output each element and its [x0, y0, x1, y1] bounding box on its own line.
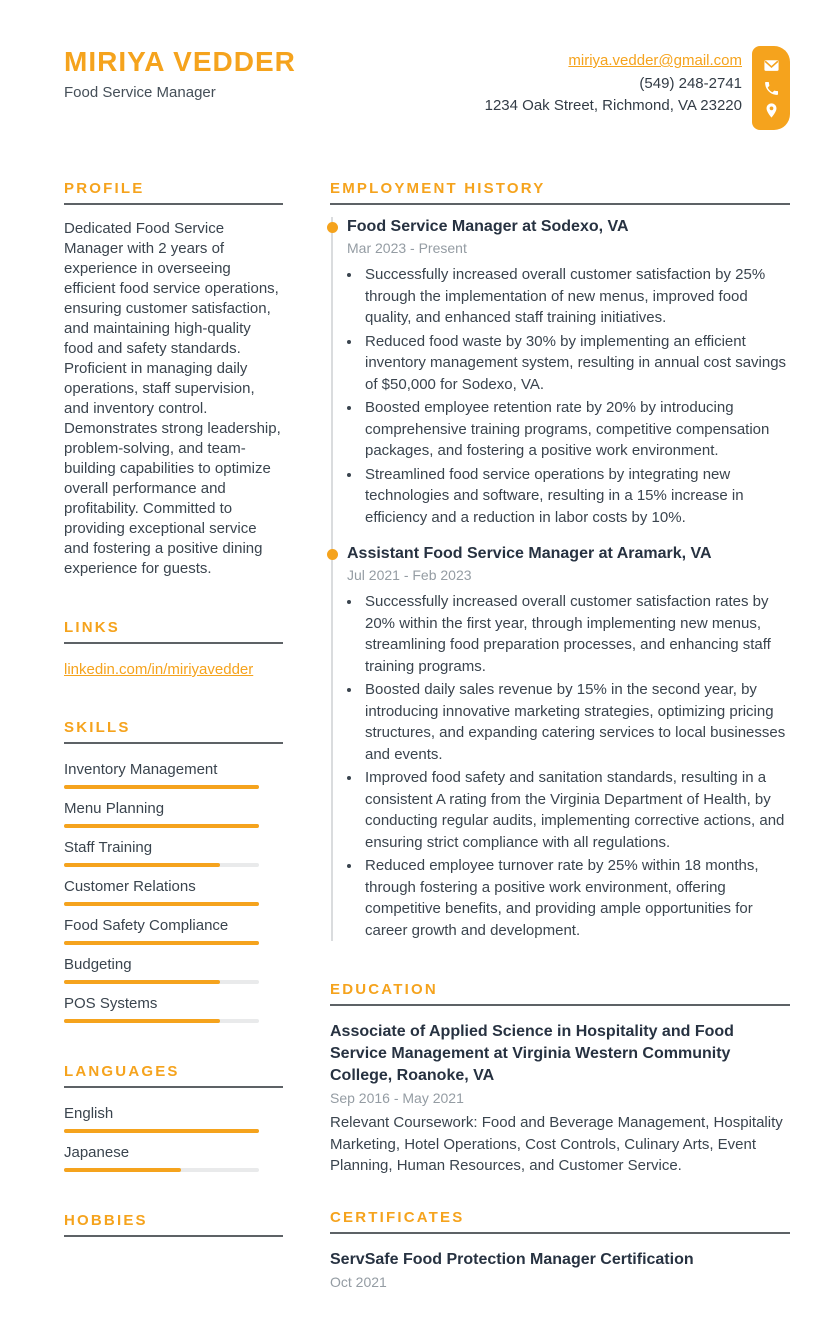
- job-bullet: • Improved food safety and sanitation standards, resulting in a consistent A rating from the Virginia Department of Health, by conducting regular audits, implementing corrective actions, and ensuring strict compliance with all regulations.: [362, 767, 790, 853]
- skill-level-track: [64, 980, 259, 984]
- skill-label: Staff Training: [64, 839, 153, 856]
- skill-level-fill: [64, 1019, 220, 1023]
- profile-section: [64, 180, 283, 579]
- timeline-dot: [327, 222, 338, 233]
- person-name: MIRIYA VEDDER: [64, 46, 296, 77]
- skill-level-track: [64, 824, 259, 828]
- address: 1234 Oak Street, Richmond, VA 23220: [484, 97, 742, 114]
- certificate-dates: Oct 2021: [330, 1273, 387, 1290]
- sidebar: [64, 180, 283, 1322]
- main-column: [330, 180, 790, 1322]
- languages-list: [64, 1104, 283, 1172]
- contact-block: [485, 46, 790, 130]
- skill-level-fill: [64, 980, 220, 984]
- employment-heading: EMPLOYMENT HISTORY: [330, 180, 790, 205]
- skill-level-track: [64, 863, 259, 867]
- skills-section: [64, 719, 283, 1023]
- skill-level-fill: [64, 824, 259, 828]
- job-title: Assistant Food Service Manager at Aramark, VA: [347, 545, 712, 562]
- certificate-title: ServSafe Food Protection Manager Certification: [330, 1250, 694, 1268]
- job-bullet-list: [362, 591, 790, 941]
- job-entry: [347, 217, 790, 528]
- content-columns: [64, 180, 790, 1322]
- phone-number: (549) 248-2741: [639, 74, 742, 92]
- contact-icon-bar: [752, 46, 790, 130]
- skill-label: Menu Planning: [64, 800, 165, 817]
- links-heading: LINKS: [64, 619, 283, 644]
- job-entry: [347, 544, 790, 941]
- language-item: [64, 1104, 283, 1133]
- skill-label: Budgeting: [64, 956, 132, 973]
- languages-heading: LANGUAGES: [64, 1063, 283, 1088]
- skill-level-track: [64, 941, 259, 945]
- person-job-title: Food Service Manager: [64, 84, 216, 102]
- skill-level-fill: [64, 785, 259, 789]
- employment-section: [330, 180, 790, 941]
- skill-level-track: [64, 1019, 259, 1023]
- education-section: [330, 981, 790, 1177]
- hobbies-section: [64, 1212, 283, 1237]
- skill-label: Customer Relations: [64, 878, 196, 895]
- skill-item: [64, 877, 283, 906]
- header: [64, 46, 790, 130]
- skill-label: POS Systems: [64, 995, 158, 1012]
- skill-level-track: [64, 785, 259, 789]
- job-bullet: • Boosted employee retention rate by 20% by introducing comprehensive training programs, competitive compensation packages, and fostering a positive work environment.: [362, 397, 790, 462]
- skill-item: [64, 955, 283, 984]
- phone-icon: [763, 80, 780, 97]
- skill-level-fill: [64, 902, 259, 906]
- education-degree: Associate of Applied Science in Hospitality and Food Service Management at Virginia Western Community College, Roanoke, VA: [330, 1023, 734, 1084]
- certificates-heading: CERTIFICATES: [330, 1209, 790, 1234]
- job-bullet: • Successfully increased overall customer satisfaction by 25% through the implementation of new menus, improved food quality, and enhanced staff training initiatives.: [362, 264, 790, 329]
- employment-timeline: [331, 217, 790, 941]
- language-level-track: [64, 1168, 259, 1172]
- skill-label: Food Safety Compliance: [64, 917, 229, 934]
- job-dates: Jul 2021 - Feb 2023: [347, 567, 472, 583]
- identity-block: [64, 46, 296, 101]
- language-level-track: [64, 1129, 259, 1133]
- skill-level-track: [64, 902, 259, 906]
- skill-level-fill: [64, 863, 220, 867]
- job-dates: Mar 2023 - Present: [347, 240, 467, 256]
- language-label: English: [64, 1105, 114, 1122]
- education-dates: Sep 2016 - May 2021: [330, 1090, 464, 1106]
- job-title: Food Service Manager at Sodexo, VA: [347, 218, 629, 235]
- language-level-fill: [64, 1168, 181, 1172]
- skill-item: [64, 994, 283, 1023]
- profile-heading: PROFILE: [64, 180, 283, 205]
- job-bullet: • Reduced employee turnover rate by 25% within 18 months, through fostering a positive work environment, offering competitive benefits, and providing ample opportunities for career growth and development.: [362, 855, 790, 941]
- language-item: [64, 1143, 283, 1172]
- language-label: Japanese: [64, 1144, 130, 1161]
- job-bullet: • Streamlined food service operations by integrating new technologies and software, resulting in a 15% increase in efficiency and a reduction in labor costs by 10%.: [362, 464, 790, 529]
- timeline-dot: [327, 549, 338, 560]
- job-bullet-list: [362, 264, 790, 528]
- certificates-section: [330, 1209, 790, 1290]
- mail-icon: [763, 57, 780, 74]
- profile-text: Dedicated Food Service Manager with 2 years of experience in overseeing efficient food service operations, ensuring customer satisfaction, and maintaining high-quality food and safety standards. Proficient in managing daily operations, staff supervision, and inventory control. Demonstrates strong leadership, problem-solving, and team-building capabilities to optimize overall performance and profitability. Committed to providing exceptional service and fostering a positive dining experience for guests.: [64, 220, 281, 577]
- contact-lines: [485, 46, 742, 118]
- skill-level-fill: [64, 941, 259, 945]
- languages-section: [64, 1063, 283, 1172]
- links-section: [64, 619, 283, 679]
- email-link[interactable]: miriya.vedder@gmail.com: [568, 52, 742, 69]
- hobbies-heading: HOBBIES: [64, 1212, 283, 1237]
- skill-item: [64, 838, 283, 867]
- location-icon: [763, 102, 780, 119]
- education-description: Relevant Coursework: Food and Beverage Management, Hospitality Marketing, Hotel Operations, Cost Controls, Culinary Arts, Event Planning, Human Resources, and Customer Service.: [330, 1114, 783, 1174]
- linkedin-link[interactable]: linkedin.com/in/miriyavedder: [64, 661, 254, 678]
- skills-list: [64, 760, 283, 1023]
- education-heading: EDUCATION: [330, 981, 790, 1006]
- skill-item: [64, 799, 283, 828]
- job-bullet: • Boosted daily sales revenue by 15% in the second year, by introducing innovative marketing strategies, optimizing pricing structures, and expanding catering services to local businesses and events.: [362, 679, 790, 765]
- job-bullet: • Reduced food waste by 30% by implementing an efficient inventory management system, resulting in annual cost savings of $50,000 for Sodexo, VA.: [362, 331, 790, 396]
- skill-item: [64, 760, 283, 789]
- skills-heading: SKILLS: [64, 719, 283, 744]
- skill-item: [64, 916, 283, 945]
- skill-label: Inventory Management: [64, 761, 218, 778]
- job-bullet: • Successfully increased overall customer satisfaction rates by 20% within the first year, through implementing new menus, streamlining food preparation processes, and enhancing staff training programs.: [362, 591, 790, 677]
- language-level-fill: [64, 1129, 259, 1133]
